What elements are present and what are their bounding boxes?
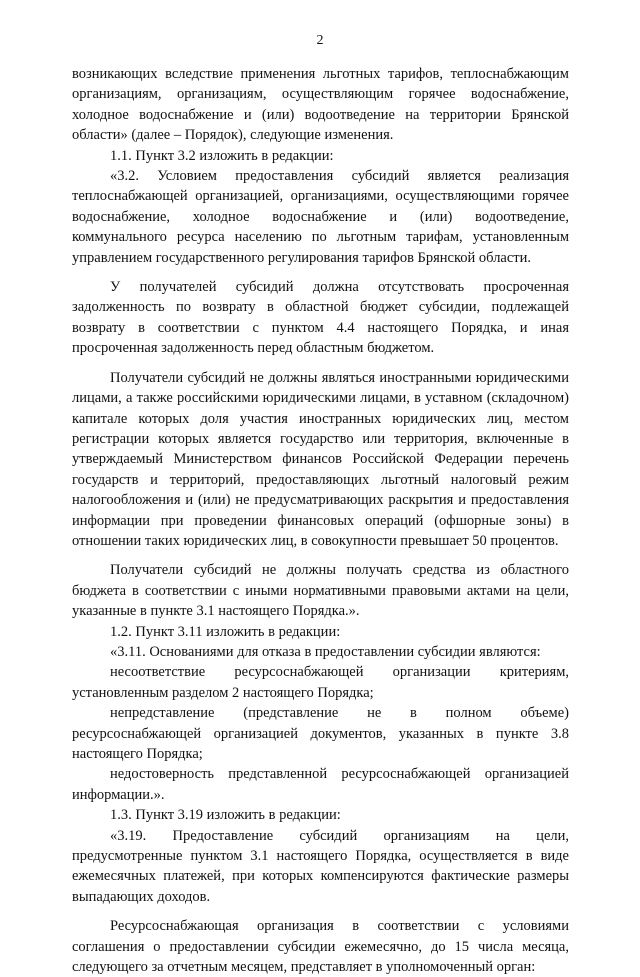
paragraph-clause-3-2: «3.2. Условием предоставления субсидий является реализация теплоснабжающей организацией, организациями, осуществляющими горячее водоснабжение, холодное водоснабжение и (или) водоотведение, коммунального ресурса населению по льготным тарифам, установленным управлением государственного регулирования тарифов Брянской области. bbox=[72, 168, 569, 266]
paragraph-clause-3-11: «3.11. Основаниями для отказа в предоставлении субсидии являются: bbox=[110, 643, 541, 660]
paragraph-intro: возникающих вследствие применения льготных тарифов, теплоснабжающим организациям, организациям, осуществляющим горячее водоснабжение, холодное водоснабжение и (или) водоотведение на территории Брянской области» (далее – Порядок), следующие изменения. bbox=[72, 66, 569, 144]
paragraph-debt-requirement: У получателей субсидий должна отсутствовать просроченная задолженность по возврату в областной бюджет субсидии, подлежащей возврату в соответствии с пунктом 4.4 настоящего Порядка, и иная просроченная задолженность перед областным бюджетом. bbox=[72, 279, 569, 357]
paragraph-item-1-1: 1.1. Пункт 3.2 изложить в редакции: bbox=[110, 147, 334, 164]
paragraph-refusal-accuracy: недостоверность представленной ресурсоснабжающей организацией информации.». bbox=[72, 766, 569, 803]
paragraph-refusal-criteria: несоответствие ресурсоснабжающей организации критериям, установленным разделом 2 настоящего Порядка; bbox=[72, 664, 569, 701]
paragraph-item-1-2: 1.2. Пункт 3.11 изложить в редакции: bbox=[110, 623, 341, 640]
document-body bbox=[72, 64, 569, 977]
paragraph-other-funds: Получатели субсидий не должны получать средства из областного бюджета в соответствии с иными нормативными правовыми актами на цели, указанные в пункте 3.1 настоящего Порядка.». bbox=[72, 562, 569, 620]
paragraph-monthly-report: Ресурсоснабжающая организация в соответствии с условиями соглашения о предоставлении субсидии ежемесячно, до 15 числа месяца, следующего за отчетным месяцем, представляет в уполномоченный орган: bbox=[72, 918, 569, 976]
paragraph-refusal-documents: непредставление (представление не в полном объеме) ресурсоснабжающей организацией документов, указанных в пункте 3.8 настоящего Порядка; bbox=[72, 705, 569, 762]
paragraph-foreign-entities: Получатели субсидий не должны являться иностранными юридическими лицами, а также российскими юридическими лицами, в уставном (складочном) капитале которых доля участия иностранных юридических лиц, местом регистрации которых является государство или территория, включенные в утверждаемый Министерством финансов Российской Федерации перечень государств и территорий, предоставляющих льготный налоговый режим налогообложения и (или) не предусматривающих раскрытия и предоставления информации при проведении финансовых операций (офшорные зоны) в отношении таких юридических лиц, в совокупности превышает 50 процентов. bbox=[72, 369, 569, 549]
paragraph-item-1-3: 1.3. Пункт 3.19 изложить в редакции: bbox=[110, 807, 341, 824]
paragraph-clause-3-19: «3.19. Предоставление субсидий организациям на цели, предусмотренные пунктом 3.1 настоящего Порядка, осуществляется в виде ежемесячных платежей, при которых компенсируются фактические размеры выпадающих доходов. bbox=[72, 827, 569, 905]
page-number: 2 bbox=[316, 33, 324, 48]
